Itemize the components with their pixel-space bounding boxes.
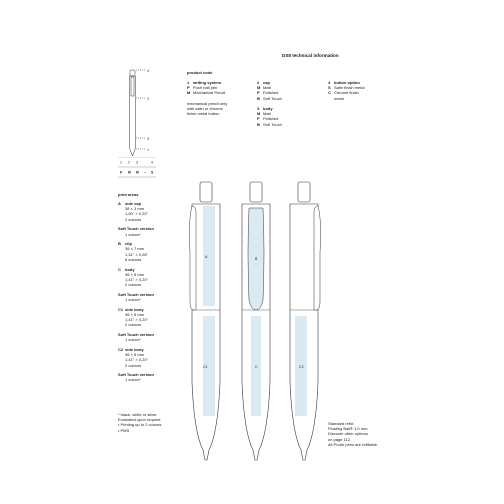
svg-text:2: 2 (128, 160, 130, 165)
print-area-item (118, 372, 188, 382)
print-area-label: Soft Touch version (118, 332, 154, 338)
print-areas-list (118, 201, 188, 387)
footnote-line: • Printing up to 2 colours (118, 422, 162, 428)
svg-text:3: 3 (136, 160, 138, 165)
code-letter: B (257, 121, 260, 127)
footnote-line: Evaluated upon request. (118, 417, 162, 423)
print-area-label: Soft Touch version (118, 291, 154, 297)
print-area-spec: 1 colour* (125, 377, 141, 383)
code-text: Polished (263, 116, 279, 122)
print-area-item (118, 241, 188, 262)
code-letter: M (257, 85, 261, 91)
svg-text:4: 4 (151, 160, 153, 165)
page-title: DS8 technical information (282, 53, 339, 58)
print-area-label: Soft Touch version (118, 226, 154, 232)
code-letter: P (257, 90, 260, 96)
print-area-label: side cap (125, 201, 142, 206)
print-area-spec: 36 × 5 mm (125, 271, 145, 277)
product-code-note: mechanical pencil only (187, 100, 228, 106)
print-area-label: body (125, 266, 135, 272)
pen-middle-label-b: B (255, 257, 258, 261)
print-area-spec: 2 colours (125, 362, 142, 368)
print-area-label: clip (125, 241, 132, 247)
svg-text:S: S (151, 170, 154, 175)
code-line (328, 96, 398, 101)
print-area-spec: 2 colours (125, 322, 142, 328)
code-letter: S (328, 85, 331, 91)
pen-left-label-a: A (205, 255, 208, 259)
print-area-item (118, 267, 188, 288)
code-text: writing system (193, 80, 222, 85)
svg-text:P: P (120, 170, 123, 175)
refill-note (328, 421, 408, 447)
code-text: Satin finish metal (334, 85, 365, 91)
product-code-col3 (328, 80, 398, 101)
small-pen-label-4: 4 (147, 69, 149, 73)
pen-right-label-c2: C2 (299, 365, 304, 369)
code-text: Matt (263, 85, 271, 91)
product-code-col1 (187, 80, 252, 116)
refill-line: Discover other options (328, 431, 368, 437)
code-letter: 1 (187, 80, 190, 85)
refill-line: Standard refill: (328, 421, 354, 426)
print-area-item (118, 201, 188, 222)
code-text: Push ball pen (193, 85, 218, 91)
code-text: Mechanical Pencil (193, 90, 226, 96)
code-letter: P (187, 85, 190, 91)
code-letter: C (328, 90, 331, 96)
print-area-spec: 36 × 7 mm (125, 246, 145, 252)
print-area-spec: 1,41" × 0,20" (125, 357, 148, 363)
svg-text:1: 1 (120, 160, 122, 165)
print-area-item (118, 307, 188, 328)
code-text: button option (334, 80, 360, 85)
print-area-item (118, 226, 188, 236)
print-area-item (118, 332, 188, 342)
small-pen-label-2: 2 (147, 97, 149, 101)
print-area-code: C (118, 266, 121, 272)
code-text: cap (263, 80, 270, 85)
code-text: Soft Touch (263, 95, 282, 101)
refill-line: on page 112. (328, 436, 352, 442)
code-text: Matt (263, 111, 271, 117)
print-area-label: side body (125, 346, 144, 352)
pens-illustration (180, 182, 330, 467)
print-area-spec: 1 colour* (125, 337, 141, 343)
code-letter: 3 (257, 106, 260, 112)
code-text: metal (334, 95, 344, 101)
code-text: body (263, 106, 273, 112)
code-letter: M (187, 90, 191, 96)
print-area-spec: 36 × 5 mm (125, 311, 145, 317)
svg-text:M: M (136, 170, 139, 175)
print-area-spec: 2 colours (125, 216, 142, 222)
print-area-item (118, 347, 188, 368)
small-pen-diagram (118, 62, 158, 162)
code-letter: M (257, 111, 261, 117)
product-code-heading: product code (187, 70, 213, 75)
footnote-line: • PMS (118, 427, 130, 433)
print-area-label: side body (125, 306, 144, 312)
code-letter: 4 (328, 80, 331, 85)
small-pen-label-1: 1 (147, 148, 149, 152)
svg-text:–: – (144, 170, 146, 175)
print-area-code: A (118, 201, 121, 206)
code-text: Soft Touch (263, 121, 282, 127)
pen-middle (242, 182, 270, 460)
print-areas-heading: print areas (118, 192, 139, 197)
small-pen-label-3: 3 (147, 137, 149, 141)
print-area-spec: 36 × 5 mm (125, 352, 145, 358)
print-area-spec: 1 colour* (125, 297, 141, 303)
code-table (118, 157, 158, 179)
print-area-spec: 1,41" × 0,20" (125, 317, 148, 323)
print-area-label: Soft Touch version (118, 372, 154, 378)
refill-line: Floating Ball® 1,0 mm. (328, 426, 369, 432)
refill-line: All Prodir pens are refillable. (328, 441, 379, 447)
pen-middle-label-c: C (255, 365, 258, 369)
code-letter: 2 (257, 80, 260, 85)
print-area-code: C1 (118, 306, 124, 312)
print-area-spec: 1 colour* (125, 231, 141, 237)
print-area-spec: 6 colours (125, 256, 142, 262)
print-area-spec: 2 colours (125, 282, 142, 288)
print-area-code: C2 (118, 346, 124, 352)
print-area-spec: 38 × 3 mm (125, 206, 145, 212)
pen-left-label-c1: C1 (203, 365, 208, 369)
product-code-col2 (257, 80, 322, 127)
print-area-spec: 1,41" × 0,28" (125, 251, 148, 257)
print-area-code: B (118, 241, 121, 247)
code-text: Chrome finish (334, 90, 359, 96)
print-area-spec: 1,41" × 0,20" (125, 276, 148, 282)
print-area-spec: 1,50" × 0,20" (125, 211, 148, 217)
print-area-item (118, 292, 188, 302)
svg-text:M: M (128, 170, 131, 175)
product-code-note: finish metal button (187, 111, 220, 117)
code-line (257, 122, 322, 127)
code-letter: P (257, 116, 260, 122)
footnote-line: * black, white or silver. (118, 412, 158, 417)
pen-left (189, 182, 220, 460)
code-letter: B (257, 95, 260, 101)
code-text: Polished (263, 90, 279, 96)
product-code-note: with satin or chrome (187, 106, 223, 112)
pen-right (290, 182, 321, 460)
